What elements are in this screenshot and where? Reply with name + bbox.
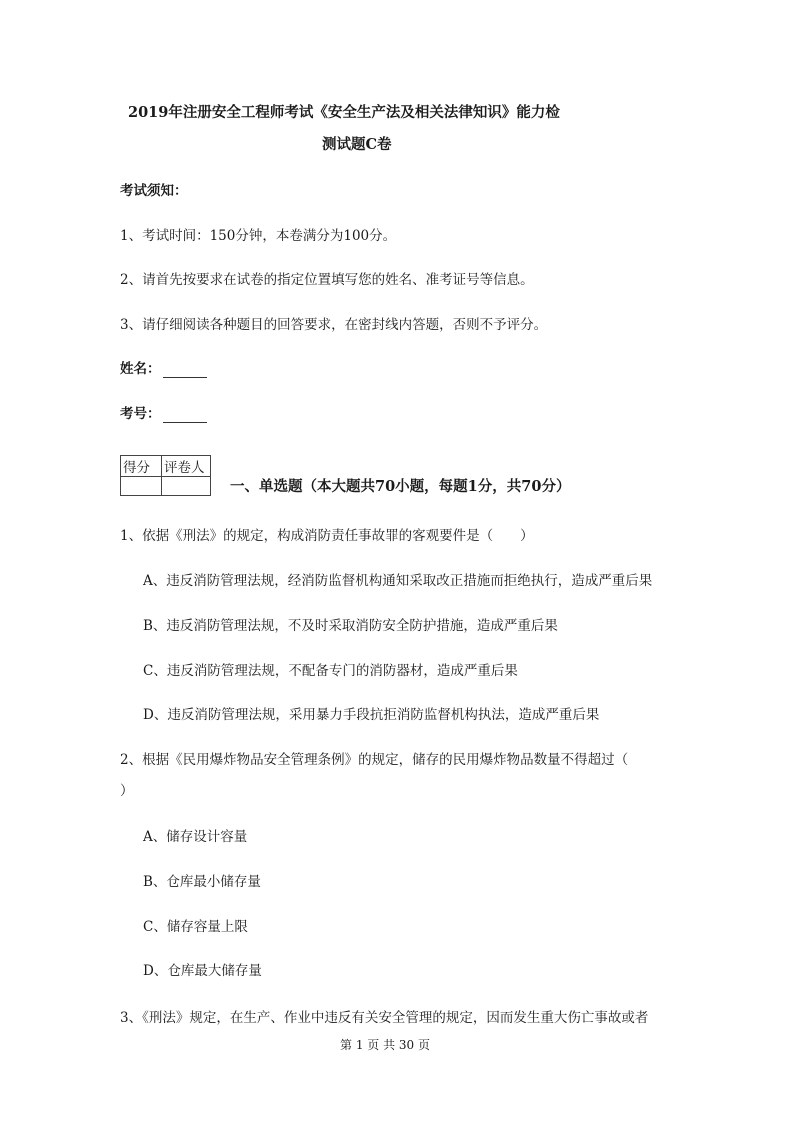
question-3-stem: 3、《刑法》规定，在生产、作业中违反有关安全管理的规定，因而发生重大伤亡事故或者 [120,1010,649,1026]
question-1-option-c[interactable]: C、违反消防管理法规，不配备专门的消防器材，造成严重后果 [143,663,518,679]
score-table [120,455,211,496]
name-label: 姓名： [120,361,161,377]
exam-id-field[interactable] [120,405,207,423]
name-field[interactable] [120,360,207,378]
question-1-option-d[interactable]: D、违反消防管理法规，采用暴力手段抗拒消防监督机构执法，造成严重后果 [143,707,600,723]
question-2-option-d[interactable]: D、仓库最大储存量 [143,963,262,979]
exam-id-blank[interactable] [163,408,207,423]
question-2-stem-continued: ） [120,783,134,799]
notice-item-2: 2、请首先按要求在试卷的指定位置填写您的姓名、准考证号等信息。 [120,272,534,288]
score-header: 得分 [121,456,162,477]
exam-id-label: 考号： [120,406,161,422]
question-1-option-b[interactable]: B、违反消防管理法规，不及时采取消防安全防护措施，造成严重后果 [143,618,558,634]
grader-header: 评卷人 [162,456,211,477]
score-cell[interactable] [121,477,162,496]
question-1-stem: 1、依据《刑法》的规定，构成消防责任事故罪的客观要件是（ ） [120,528,534,544]
question-1-option-a[interactable]: A、违反消防管理法规，经消防监督机构通知采取改正措施而拒绝执行，造成严重后果 [143,573,653,589]
question-2-option-a[interactable]: A、储存设计容量 [143,829,248,845]
notice-item-1: 1、考试时间：150分钟，本卷满分为100分。 [120,228,397,244]
question-2-option-c[interactable]: C、储存容量上限 [143,919,248,935]
name-blank[interactable] [163,363,207,378]
document-title-line2: 测试题C卷 [322,136,392,153]
question-2-stem: 2、根据《民用爆炸物品安全管理条例》的规定，储存的民用爆炸物品数量不得超过（ [120,752,629,768]
document-title-line1: 2019年注册安全工程师考试《安全生产法及相关法律知识》能力检 [128,104,560,121]
question-2-option-b[interactable]: B、仓库最小储存量 [143,874,261,890]
section-title: 一、单选题（本大题共70小题，每题1分，共70分） [230,478,571,495]
page-footer: 第 1 页 共 30 页 [340,1038,430,1052]
notice-item-3: 3、请仔细阅读各种题目的回答要求，在密封线内答题，否则不予评分。 [120,317,548,333]
notice-heading: 考试须知： [120,183,188,199]
grader-cell[interactable] [162,477,211,496]
